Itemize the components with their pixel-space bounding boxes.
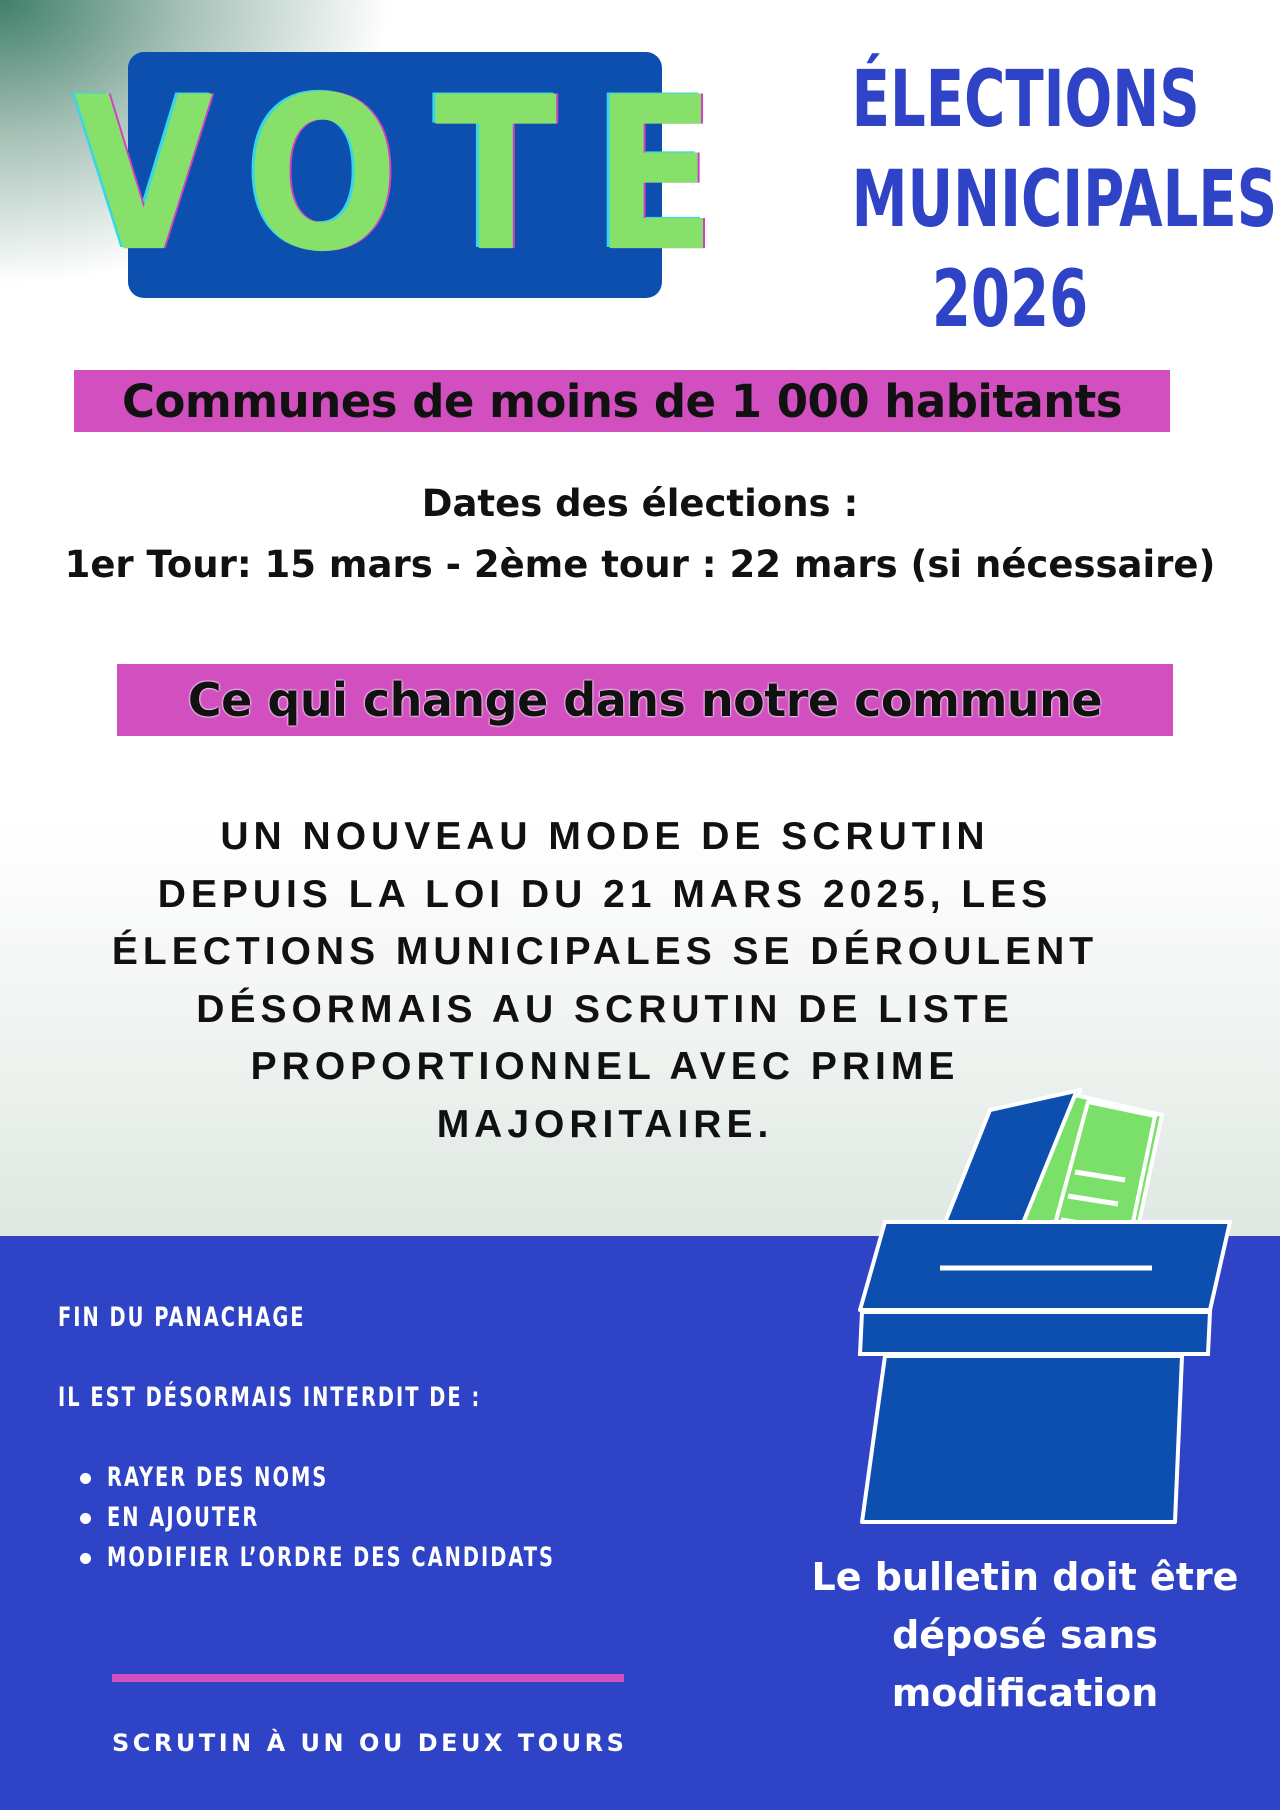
list-item [80, 1458, 667, 1498]
bulletin-note [790, 1548, 1260, 1722]
vote-logo [73, 51, 753, 299]
dates-heading: Dates des élections : [421, 482, 859, 525]
communes-banner [74, 370, 1170, 432]
scrutin-line: ÉLECTIONS MUNICIPALES SE DÉROULENT [111, 930, 1099, 973]
ballot-box-body [862, 1356, 1182, 1522]
list-item-text: RAYER DES NOMS [107, 1462, 329, 1493]
list-item [80, 1538, 667, 1578]
bullet-icon [80, 1553, 91, 1564]
panachage-intro: IL EST DÉSORMAIS INTERDIT DE : [58, 1382, 482, 1413]
dates-detail: 1er Tour: 15 mars - 2ème tour : 22 mars (si nécessaire) [64, 543, 1216, 586]
bulletin-line: Le bulletin doit être [811, 1555, 1239, 1599]
footer-text: SCRUTIN À UN OU DEUX TOURS [112, 1729, 628, 1757]
scrutin-line: PROPORTIONNEL AVEC PRIME [250, 1045, 960, 1088]
page-title [851, 50, 1278, 350]
change-text: Ce qui change dans notre commune [187, 673, 1103, 727]
bullet-icon [80, 1473, 91, 1484]
list-item [80, 1498, 667, 1538]
list-item-text: EN AJOUTER [107, 1502, 260, 1533]
title-line: MUNICIPALES [851, 155, 1278, 245]
scrutin-line: MAJORITAIRE. [436, 1102, 774, 1146]
ballot-box-rim [860, 1312, 1210, 1354]
scrutin-line: UN NOUVEAU MODE DE SCRUTIN [220, 815, 990, 858]
divider [112, 1674, 624, 1682]
bulletin-line: modification [891, 1671, 1159, 1715]
panachage-title: FIN DU PANACHAGE [58, 1302, 306, 1333]
scrutin-line: DEPUIS LA LOI DU 21 MARS 2025, LES [157, 872, 1053, 916]
title-line: 2026 [931, 255, 1089, 345]
change-banner [117, 664, 1173, 736]
ballot-box-icon [840, 1080, 1260, 1530]
title-line: ÉLECTIONS [851, 55, 1200, 145]
forbidden-list [80, 1458, 667, 1578]
vote-text: VOTE [73, 51, 753, 299]
bullet-icon [80, 1513, 91, 1524]
list-item-text: MODIFIER L’ORDRE DES CANDIDATS [107, 1542, 555, 1573]
communes-text: Communes de moins de 1 000 habitants [121, 374, 1123, 428]
scrutin-line: DÉSORMAIS AU SCRUTIN DE LISTE [196, 987, 1014, 1031]
bulletin-line: déposé sans [892, 1613, 1158, 1657]
